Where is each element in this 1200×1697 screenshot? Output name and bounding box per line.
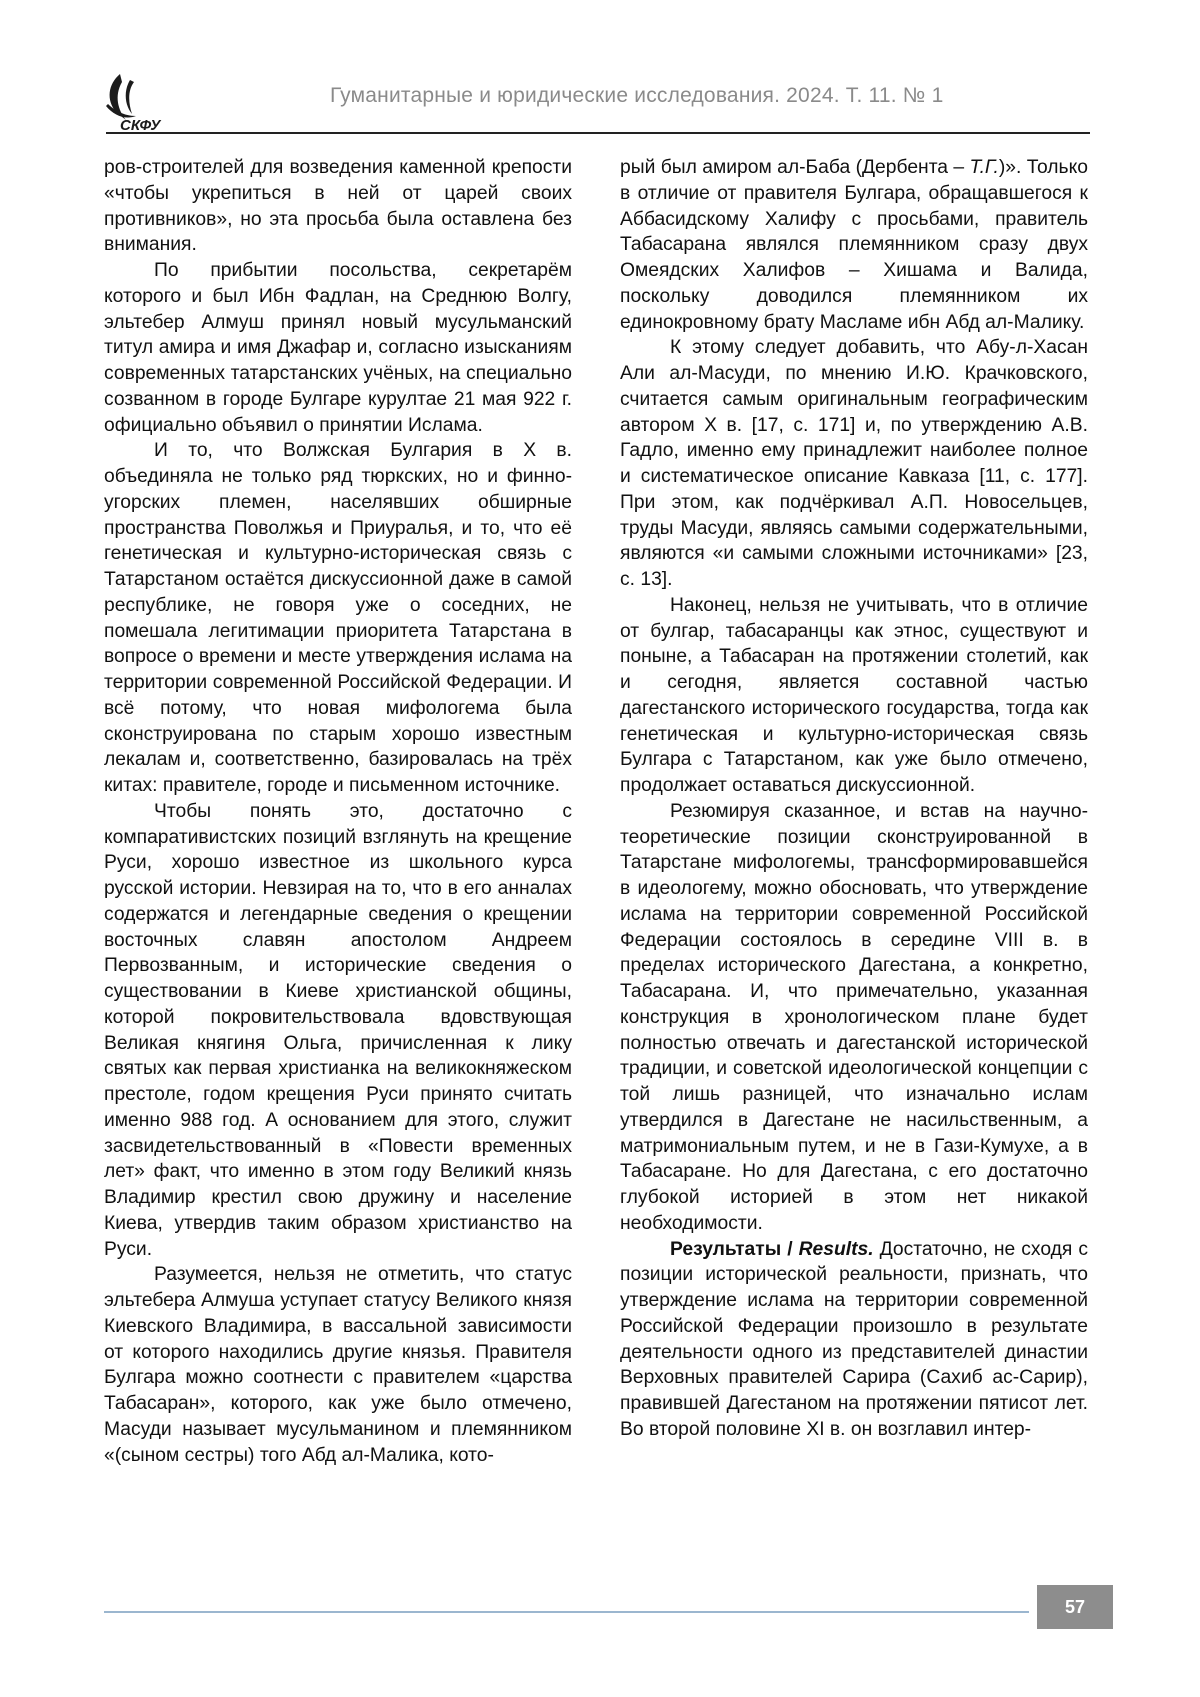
- skfu-logo: [100, 70, 180, 132]
- header-divider: [106, 132, 1090, 134]
- right-column: [620, 155, 1088, 1443]
- paragraph-text: Достаточно, не сходя с позиции исторической реальности, признать, что утверждение ислама на территории современной Российской Федерации произошло в результате деятельности одного из представителей династии Верховных правителей Сарира (Сахиб ас-Сарир), правившей Дагестаном на протяжении пятисот лет. Во второй половине XI в. он возглавил интер-: [620, 1238, 1088, 1440]
- paragraph: Чтобы понять это, достаточно с компаративистских позиций взглянуть на крещение Руси, хорошо известное из школьного курса русской истории. Невзирая на то, что в его анналах содержатся и легендарные сведения о крещении восточных славян апостолом Андреем Первозванным, и исторические сведения о существовании в Киеве христианской общины, которой покровительствовала вдовствующая Великая княгиня Ольга, причисленная к лику святых как первая христианка на великокняжеском престоле, годом крещения Руси принято считать именно 988 год. А основанием для этого, служит засвидетельствованный в «Повести временных лет» факт, что именно в этом году Великий князь Владимир крестил свою дружину и население Киева, утвердив таким образом христианство на Руси.: [104, 800, 572, 1260]
- results-paragraph: [620, 1237, 1088, 1443]
- results-heading-en: Results.: [798, 1238, 874, 1260]
- paragraph-text: )». Только в отличие от правителя Булгара, обращавшегося к Аббасидскому Халифу с просьбами, правитель Табасарана являлся племянником сразу двух Омеядских Халифов – Хишама и Валида, поскольку доводился племянником их единокровному брату Масламе ибн Абд ал-Малику.: [620, 157, 1088, 333]
- paragraph: Наконец, нельзя не учитывать, что в отличие от булгар, табасаранцы как этнос, существуют и поныне, а Табасаран на протяжении столетий, как и сегодня, является составной частью дагестанского исторического государства, тогда как генетическая и культурно-историческая связь Булгара с Татарстаном, как уже было отмечено, продолжает оставаться дискуссионной.: [620, 594, 1088, 796]
- logo-text: СКФУ: [120, 117, 161, 132]
- paragraph: К этому следует добавить, что Абу-л-Хасан Али ал-Масуди, по мнению И.Ю. Крачковского, считается самым оригинальным географическим автором X в. [17, с. 171] и, по утверждению А.В. Гадло, именно ему принадлежит наиболее полное и систематическое описание Кавказа [11, с. 177]. При этом, как подчёркивал А.П. Новосельцев, труды Масуди, являясь самыми содержательными, являются «и самыми сложными источниками» [23, с. 13].: [620, 337, 1088, 590]
- page-number: 57: [1037, 1585, 1113, 1629]
- paragraph: И то, что Волжская Булгария в X в. объединяла не только ряд тюркских, но и финно-угорских племен, населявших обширные пространства Поволжья и Приуралья, и то, что её генетическая и культурно-историческая связь с Татарстаном остаётся дискуссионной даже в самой республике, не говоря уже о соседних, не помешала легитимации приоритета Татарстана в вопросе о времени и месте утверждения ислама на территории современной Российской Федерации. И всё потому, что новая мифологема была сконструирована по старым хорошо известным лекалам и, соответственно, базировалась на трёх китах: правителе, городе и письменном источнике.: [104, 440, 572, 796]
- paragraph-text: рый был амиром ал-Баба (Дербента –: [620, 157, 970, 178]
- paragraph: По прибытии посольства, секретарём которого и был Ибн Фадлан, на Среднюю Волгу, эльтебер Алмуш принял новый мусульманский титул амира и имя Джафар и, согласно изысканиям современных татарстанских учёных, на специально созванном в городе Булгаре курултае 21 мая 922 г. официально объявил о принятии Ислама.: [104, 260, 572, 436]
- paragraph: ров-строителей для возведения каменной крепости «чтобы укрепиться в ней от царей своих противников», но эта просьба была оставлена без внимания.: [104, 157, 572, 256]
- journal-title: Гуманитарные и юридические исследования. 2024. Т. 11. № 1: [330, 84, 944, 107]
- results-separator: /: [781, 1238, 799, 1260]
- left-column: [104, 155, 572, 1468]
- paragraph: Разумеется, нельзя не отметить, что статус эльтебера Алмуша уступает статусу Великого князя Киевского Владимира, в вассальной зависимости от которого находились другие князья. Правителя Булгара можно соотнести с правителем «царства Табасаран», которого, как уже было отмечено, Масуди называет мусульманином и племянником «(сыном сестры) того Абд ал-Малика, кото-: [104, 1264, 572, 1466]
- paragraph: Резюмируя сказанное, и встав на научно-теоретические позиции сконструированной в Татарстане мифологемы, трансформировавшейся в идеологему, можно обосновать, что утверждение ислама на территории современной Российской Федерации состоялось в середине VIII в. в пределах исторического Дагестана, а конкретно, Табасарана. И, что примечательно, указанная конструкция в хронологическом плане будет полностью отвечать и дагестанской исторической традиции, и советской идеологической концепции с той лишь разницей, что изначально ислам утвердился в Дагестане не насильственным, а матримониальным путем, и не в Гази-Кумухе, а в Табасаране. Но для Дагестана, с его достаточно глубокой историей в этом нет никакой необходимости.: [620, 800, 1088, 1234]
- results-heading: Результаты: [670, 1238, 782, 1260]
- author-initials: Т.Г.: [969, 157, 999, 178]
- footer-divider: [104, 1611, 1029, 1613]
- paragraph: [620, 155, 1088, 335]
